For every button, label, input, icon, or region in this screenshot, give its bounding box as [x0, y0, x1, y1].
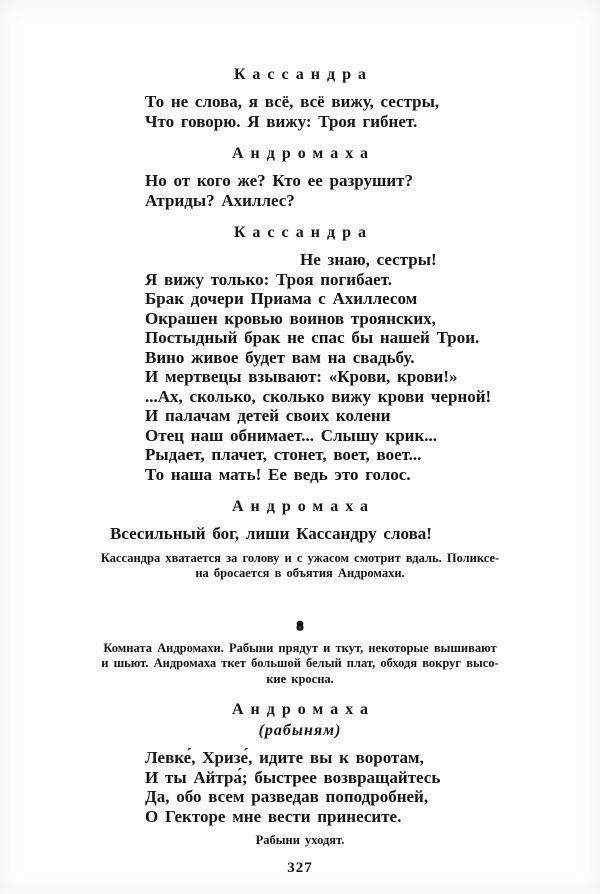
stage-direction: [38, 641, 562, 688]
verse-line: Я вижу только: Троя погибает.: [145, 269, 392, 289]
stage-direction-line: кие кросна.: [266, 671, 334, 686]
stage-direction-line: Комната Андромахи. Рабыни прядут и ткут, некоторые вышивают: [103, 640, 497, 655]
verse-line: Но от кого же? Кто ее разрушит?: [145, 171, 413, 190]
character-name: Андромаха: [231, 145, 376, 162]
verse-line: Рыдает, плачет, стонет, воет, воет...: [145, 445, 422, 464]
character-name: Андромаха: [231, 498, 376, 515]
verse-line: То наша мать! Ее ведь это голос.: [145, 464, 411, 484]
verse-block: [145, 250, 560, 484]
verse-line: Атриды? Ахиллес?: [145, 190, 295, 210]
verse-line: Постыдный брак не спас бы нашей Трои.: [145, 328, 480, 347]
page-number: 327: [287, 859, 313, 876]
verse-line: Брак дочери Приама с Ахиллесом: [145, 289, 418, 308]
stage-direction-line: Рабыни уходят.: [255, 833, 345, 847]
verse-line: То не слова, я всё, всё вижу, сестры,: [145, 92, 440, 111]
character-name: Кассандра: [234, 224, 373, 241]
character-cue: (рабыням): [258, 722, 342, 739]
verse-line: И мертвецы взывают: «Крови, крови!»: [145, 367, 458, 386]
verse-line: Левке́, Хризе́, идите вы к воротам,: [145, 748, 424, 767]
stage-direction-line: Кассандра хватается за голову и с ужасом смотрит вдаль. Поликсе-: [100, 550, 500, 565]
character-name: Кассандра: [234, 66, 373, 83]
stage-direction-line: на бросается в объятия Андромахи.: [195, 566, 405, 580]
verse-block: [110, 524, 560, 544]
verse-line: И ты Айтра́; быстрее возвращайтесь: [145, 767, 441, 787]
stage-direction: [38, 551, 562, 582]
verse-line: Да, обо всем разведав поподробней,: [145, 787, 429, 806]
verse-line: Всесильный бог, лиши Кассандру слова!: [110, 524, 432, 543]
stage-direction-line: и шьют. Андромаха ткет большой белый плат, обходя вокруг высо-: [101, 656, 499, 670]
scene-number: 8: [296, 617, 304, 633]
verse-line: Что говорю. Я вижу: Троя гибнет.: [145, 111, 418, 131]
verse-line: Не знаю, сестры!: [300, 250, 437, 269]
verse-block: [145, 171, 560, 210]
stage-direction: [38, 833, 562, 849]
verse-line: О Гекторе мне вести принесите.: [145, 806, 402, 826]
verse-line: Окрашен кровью воинов троянских,: [145, 308, 436, 328]
verse-block: [145, 748, 560, 826]
verse-line: ...Ах, сколько, сколько вижу крови черной!: [145, 386, 492, 406]
verse-line: Вино живое будет вам на свадьбу.: [145, 347, 415, 367]
verse-line: И палачам детей своих колени: [145, 406, 391, 425]
verse-block: [145, 92, 560, 131]
character-name: Андромаха: [231, 701, 376, 718]
verse-line: Отец наш обнимает... Слышу крик...: [145, 425, 438, 445]
